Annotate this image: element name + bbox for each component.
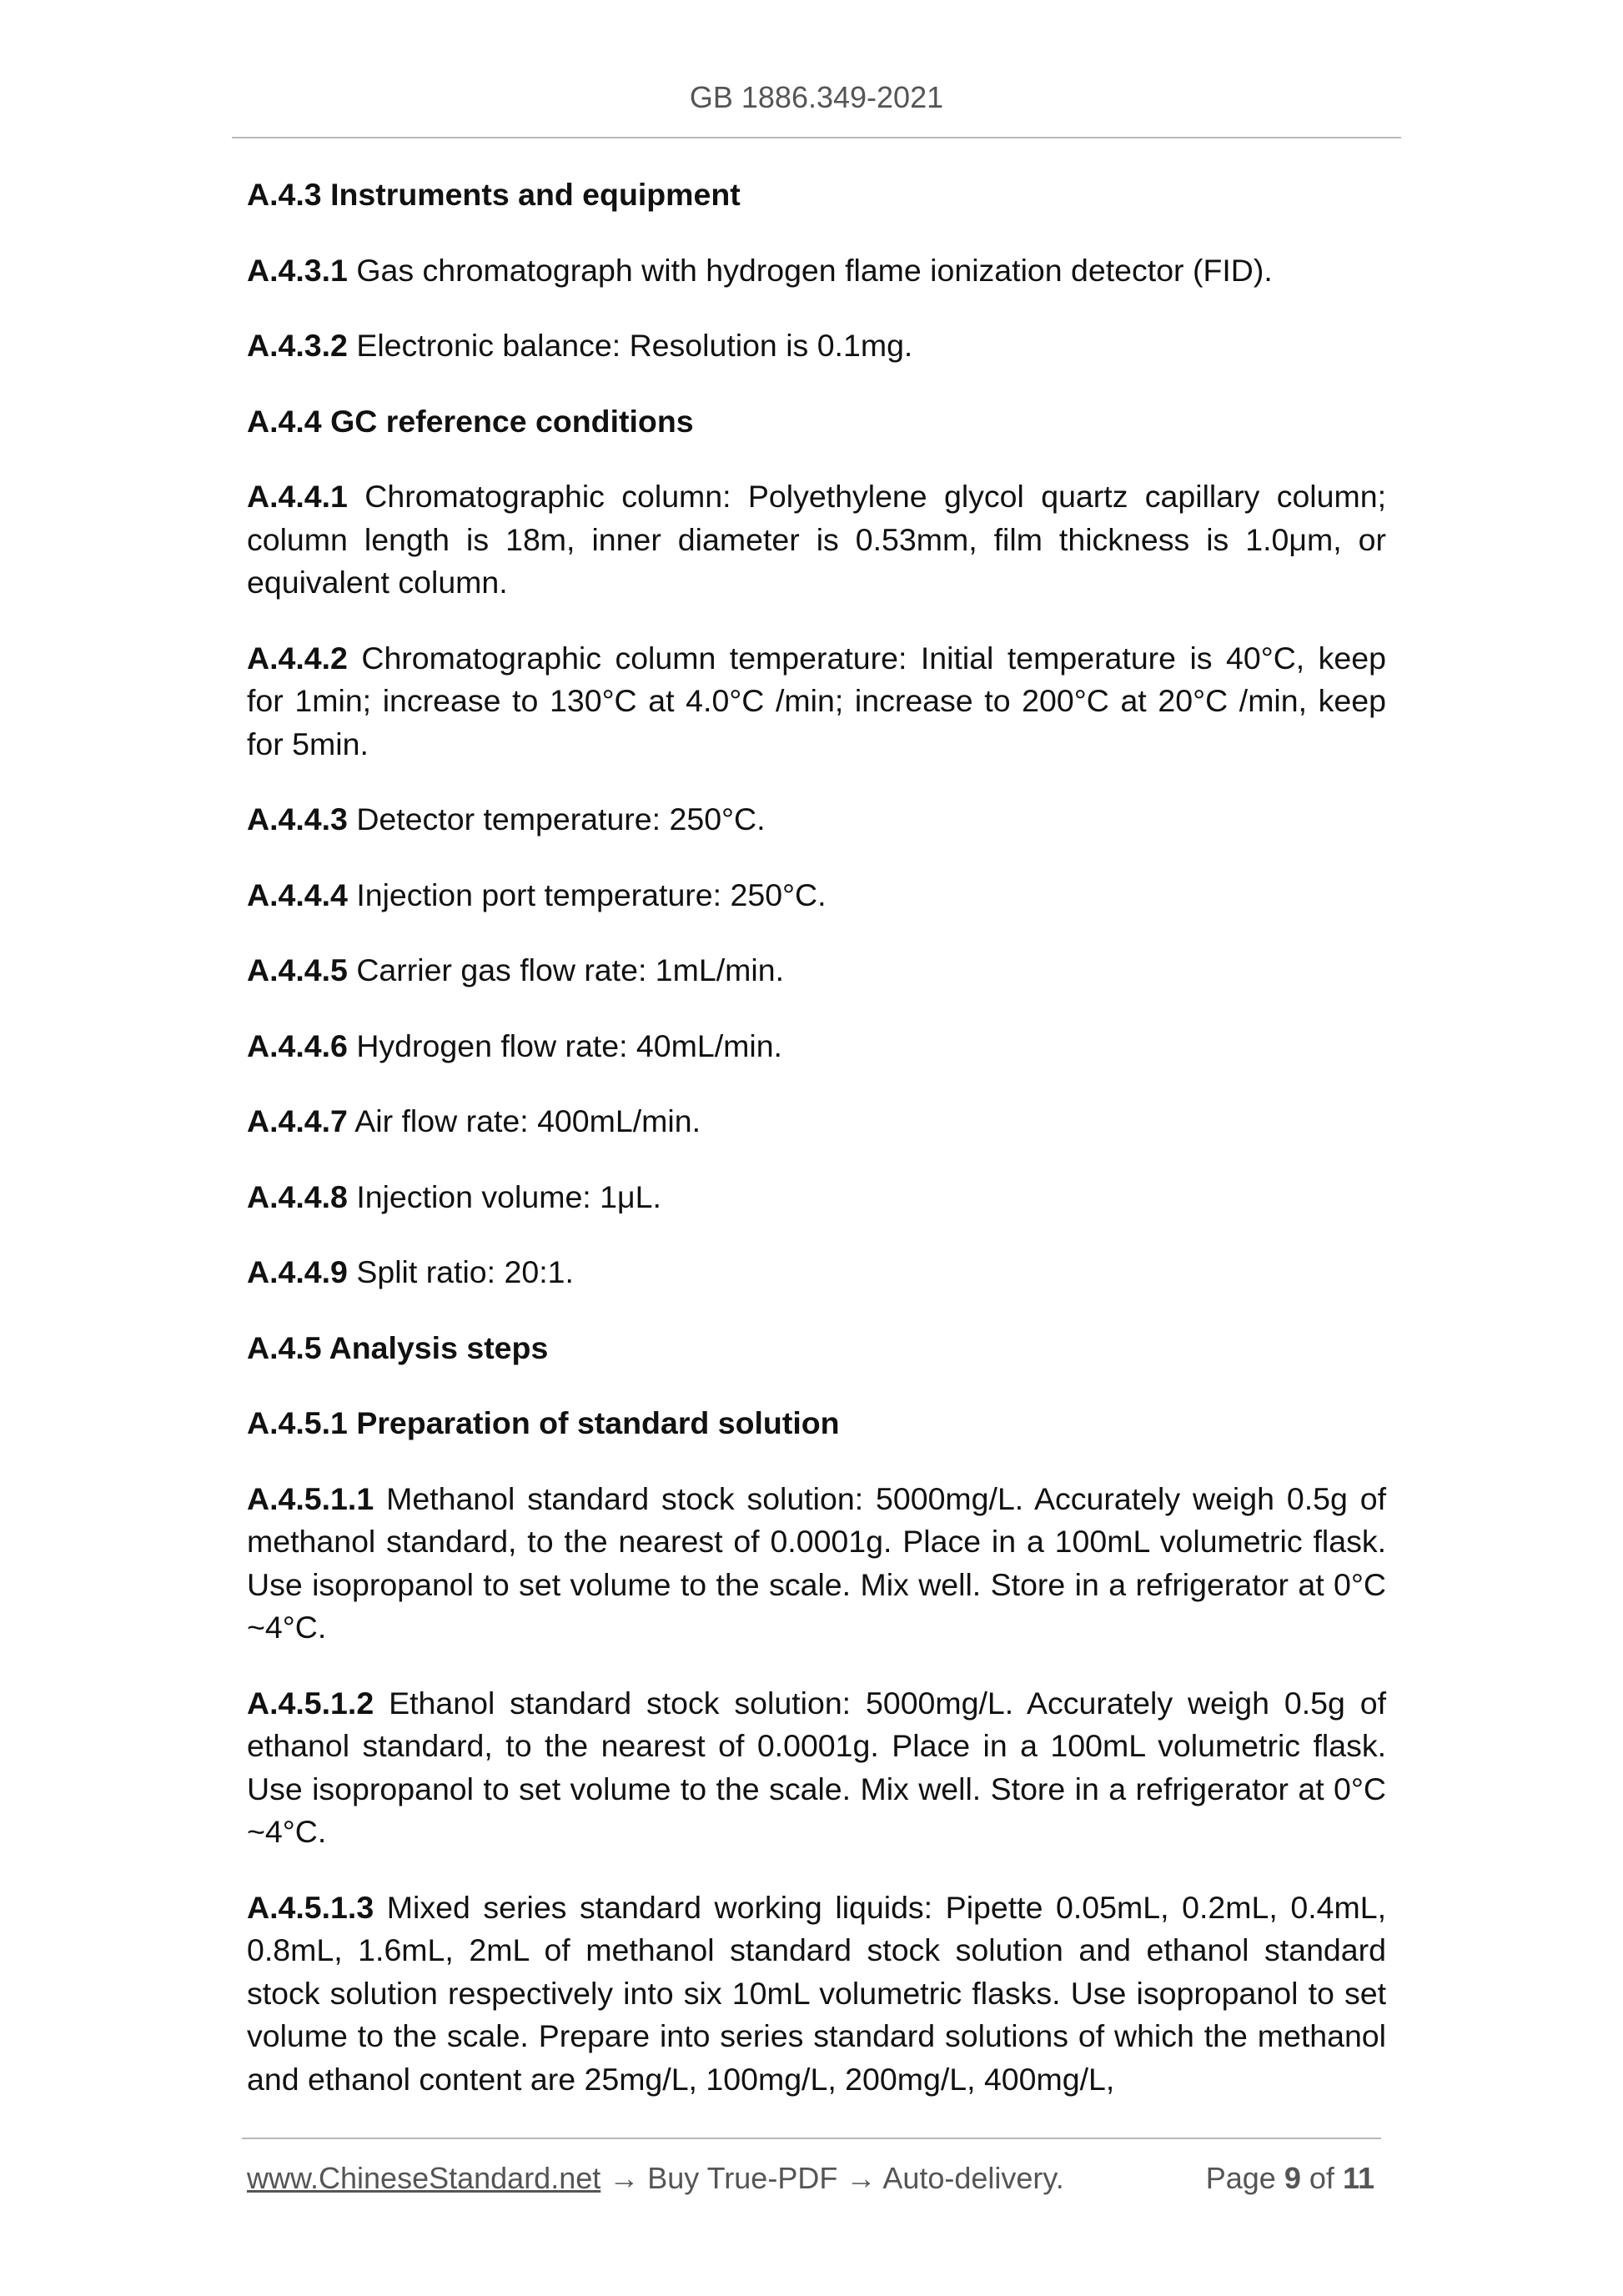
clause-a-4-5-1-2 — [247, 1682, 1386, 1854]
clause-number: A.4.4.9 — [247, 1254, 348, 1289]
footer-tagline: → Buy True-PDF → Auto-delivery. — [600, 2161, 1064, 2195]
clause-text: Carrier gas flow rate: 1mL/min. — [356, 952, 784, 987]
clause-number: A.4.4.5 — [247, 952, 348, 987]
clause-a-4-4-3 — [247, 798, 1386, 842]
clause-text: Chromatographic column temperature: Initial temperature is 40°C, keep for 1min; increase to 130°C at 4.0°C /min; increase to 200°C at 20°C /min, keep for 5min. — [247, 640, 1386, 761]
section-number: A.4.3 — [247, 177, 322, 212]
clause-a-4-4-9 — [247, 1251, 1386, 1294]
section-number: A.4.4 — [247, 403, 322, 439]
page-total: 11 — [1342, 2161, 1374, 2195]
clause-a-4-4-6 — [247, 1025, 1386, 1068]
clause-a-4-4-8 — [247, 1176, 1386, 1219]
clause-number: A.4.4.8 — [247, 1178, 348, 1214]
document-footer — [247, 2158, 1381, 2198]
footer-promo — [247, 2158, 1064, 2198]
clause-text: Chromatographic column: Polyethylene glycol quartz capillary column; column length is 18m, inner diameter is 0.53mm, film thickness is 1.0μm, or equivalent column. — [247, 479, 1387, 600]
clause-a-4-4-4 — [247, 874, 1386, 917]
clause-number: A.4.4.7 — [247, 1103, 348, 1138]
clause-number: A.4.5.1.1 — [247, 1480, 374, 1516]
section-title: GC reference conditions — [330, 403, 694, 439]
clause-a-4-4-7 — [247, 1100, 1386, 1143]
clause-number: A.4.3.1 — [247, 252, 348, 288]
clause-a-4-5-1-1 — [247, 1478, 1386, 1650]
clause-text: Injection volume: 1μL. — [356, 1178, 661, 1214]
clause-a-4-3-2 — [247, 324, 1386, 368]
clause-number: A.4.5.1.2 — [247, 1685, 374, 1721]
clause-number: A.4.4.6 — [247, 1027, 348, 1063]
website-link[interactable]: www.ChineseStandard.net — [247, 2161, 601, 2195]
header-divider — [232, 137, 1401, 138]
document-body — [247, 173, 1386, 2101]
clause-a-4-4-1 — [247, 475, 1386, 605]
clause-number: A.4.4.3 — [247, 801, 348, 837]
clause-a-4-4-5 — [247, 949, 1386, 992]
clause-text: Ethanol standard stock solution: 5000mg/L. Accurately weigh 0.5g of ethanol standard, to the nearest of 0.0001g. Place in a 100mL volumetric flask. Use isopropanol to set volume to the scale. Mix well. Store in a refrigerator at 0°C ~4°C. — [247, 1685, 1386, 1849]
section-heading-a-4-5 — [247, 1327, 1386, 1370]
footer-divider — [242, 2138, 1381, 2139]
section-title: Preparation of standard solution — [356, 1405, 840, 1440]
section-number: A.4.5.1 — [247, 1405, 348, 1440]
clause-text: Gas chromatograph with hydrogen flame ionization detector (FID). — [356, 252, 1273, 288]
clause-a-4-5-1-3 — [247, 1887, 1386, 2102]
document-header: GB 1886.349-2021 — [689, 80, 944, 114]
clause-text: Split ratio: 20:1. — [356, 1254, 574, 1289]
clause-text: Methanol standard stock solution: 5000mg/L. Accurately weigh 0.5g of methanol standard, to the nearest of 0.0001g. Place in a 100mL volumetric flask. Use isopropanol to set volume to the scale. Mix well. Store in a refrigerator at 0°C ~4°C. — [247, 1480, 1386, 1645]
clause-text: Hydrogen flow rate: 40mL/min. — [356, 1027, 782, 1063]
clause-a-4-3-1 — [247, 249, 1386, 293]
clause-number: A.4.4.4 — [247, 877, 348, 912]
clause-number: A.4.3.2 — [247, 328, 348, 363]
clause-text: Electronic balance: Resolution is 0.1mg. — [356, 328, 913, 363]
section-heading-a-4-5-1 — [247, 1402, 1386, 1445]
section-heading-a-4-3 — [247, 173, 1386, 217]
section-title: Instruments and equipment — [330, 177, 741, 212]
clause-text: Detector temperature: 250°C. — [356, 801, 766, 837]
page-of-label: of — [1309, 2161, 1334, 2195]
clause-number: A.4.4.2 — [247, 640, 348, 676]
clause-text: Air flow rate: 400mL/min. — [354, 1103, 701, 1138]
clause-text: Mixed series standard working liquids: Pipette 0.05mL, 0.2mL, 0.4mL, 0.8mL, 1.6mL, 2mL of methanol standard stock solution and ethanol standard stock solution respectively into six 10mL volumetric flasks. Use isopropanol to set volume to the scale. Prepare into series standard solutions of which the methanol and ethanol content are 25mg/L, 100mg/L, 200mg/L, 400mg/L, — [247, 1889, 1386, 2097]
section-number: A.4.5 — [247, 1329, 322, 1365]
clause-a-4-4-2 — [247, 637, 1386, 766]
page-current: 9 — [1284, 2161, 1301, 2195]
section-heading-a-4-4 — [247, 400, 1386, 444]
page-label: Page — [1205, 2161, 1276, 2195]
section-title: Analysis steps — [329, 1329, 549, 1365]
clause-number: A.4.4.1 — [247, 479, 348, 514]
page-indicator — [1206, 2158, 1374, 2198]
clause-text: Injection port temperature: 250°C. — [356, 877, 827, 912]
clause-number: A.4.5.1.3 — [247, 1889, 374, 1925]
